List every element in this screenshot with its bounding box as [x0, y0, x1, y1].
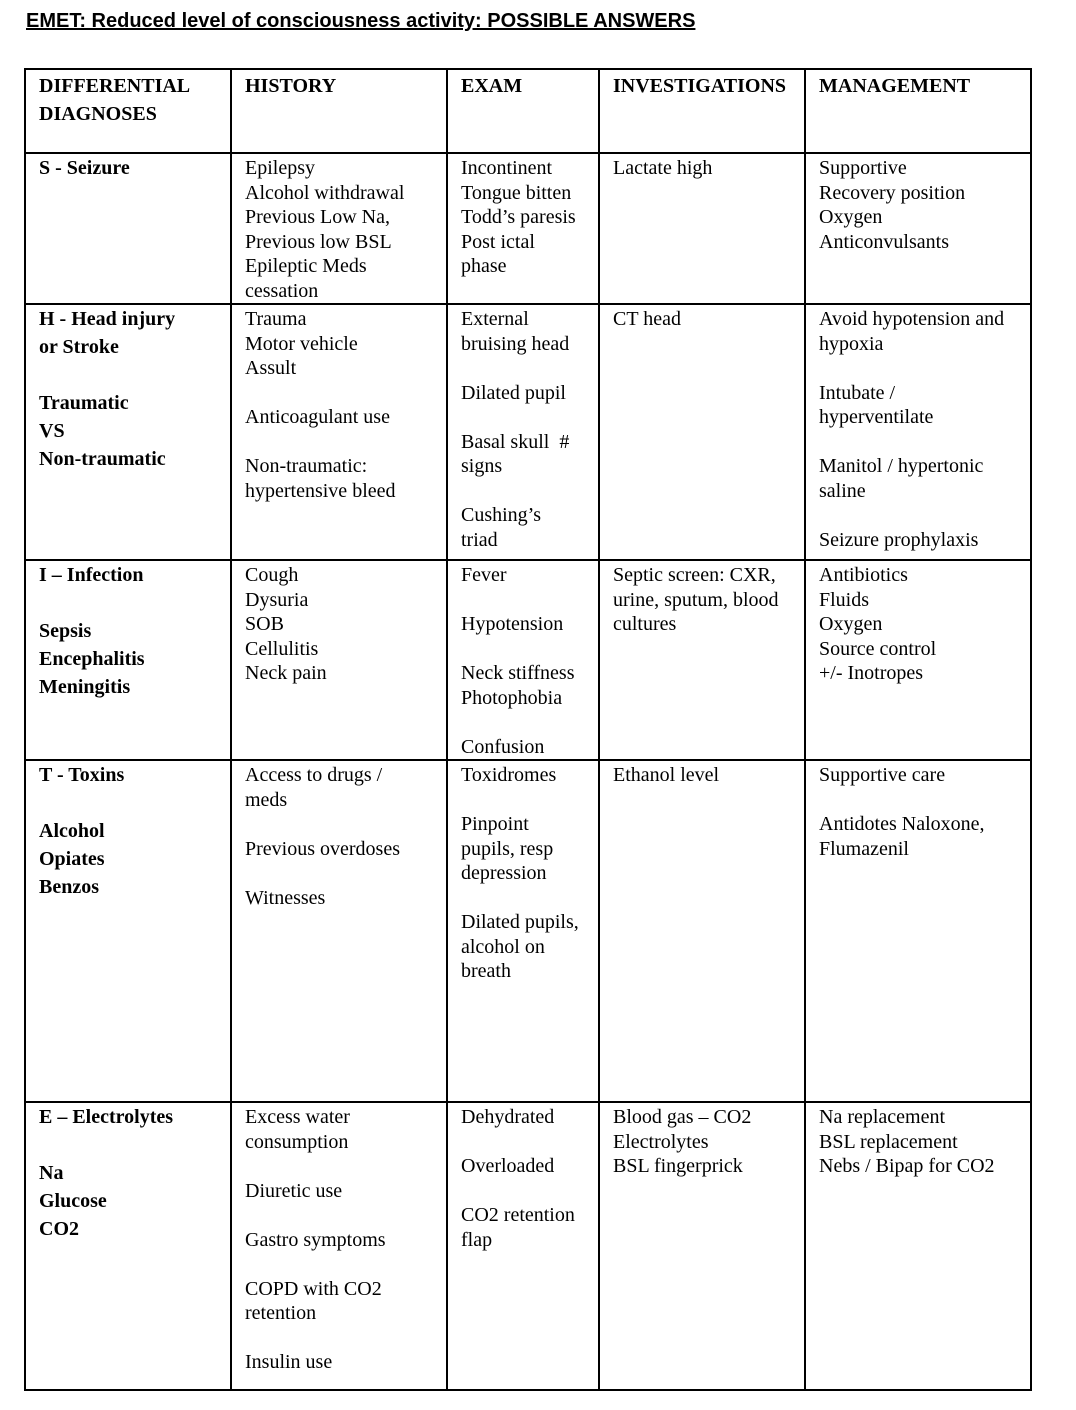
cell-line: DIAGNOSES [39, 103, 157, 125]
cell-exam [447, 153, 599, 304]
cell-line: Post ictal [461, 230, 535, 253]
cell-line: hypertensive bleed [245, 479, 396, 502]
cell-line [39, 791, 222, 819]
cell-line: cultures [613, 613, 677, 635]
cell-line: CT head [613, 308, 681, 330]
cell-line [819, 430, 1022, 455]
cell-line: DIFFERENTIAL [39, 75, 191, 97]
cell-line: Supportive care [819, 764, 946, 786]
cell-history [231, 153, 447, 304]
cell-line: Cough [245, 564, 299, 586]
cell-line: Basal skull # [461, 430, 570, 453]
cell-line: saline [819, 479, 866, 502]
cell-line [245, 1252, 438, 1277]
cell-line: Motor vehicle [245, 332, 358, 355]
cell-line: depression [461, 862, 547, 884]
cell-line: Access to drugs / [245, 764, 383, 786]
cell-line: pupils, resp [461, 837, 554, 860]
cell-line [461, 405, 590, 430]
cell-line: Diuretic use [245, 1179, 343, 1202]
cell-line: External [461, 308, 529, 330]
cell-exam [447, 560, 599, 760]
cell-line: Septic screen: CXR, [613, 564, 776, 586]
cell-ddx [25, 560, 231, 760]
cell-line [819, 503, 1022, 528]
cell-line: Non-traumatic: [245, 455, 368, 477]
cell-line [461, 1179, 590, 1204]
cell-line: hyperventilate [819, 406, 934, 428]
cell-management [805, 1102, 1031, 1390]
cell-line [461, 479, 590, 504]
cell-line: consumption [245, 1130, 349, 1153]
cell-line: flap [461, 1228, 493, 1251]
cell-line: Cushing’s [461, 504, 542, 526]
cell-line: Epilepsy [245, 157, 315, 179]
cell-line: Assult [245, 357, 297, 379]
cell-line: Supportive [819, 157, 907, 179]
cell-ddx [25, 304, 231, 560]
cell-line [245, 1154, 438, 1179]
cell-line: Antidotes Naloxone, [819, 813, 985, 835]
cell-line [245, 430, 438, 455]
cell-line [245, 861, 438, 886]
cell-line: Glucose [39, 1190, 107, 1212]
cell-line: Neck pain [245, 662, 327, 684]
cell-line [39, 1133, 222, 1161]
cell-line: Cellulitis [245, 637, 319, 660]
cell-line: Opiates [39, 848, 105, 870]
cell-line: Avoid hypotension and [819, 308, 1005, 330]
cell-line: VS [39, 420, 65, 442]
cell-line: Nebs / Bipap for CO2 [819, 1155, 995, 1177]
cell-line: INVESTIGATIONS [613, 75, 787, 97]
cell-line: I – Infection [39, 564, 144, 586]
cell-line: Epileptic Meds [245, 255, 367, 277]
header-history [231, 69, 447, 153]
cell-line: Electrolytes [613, 1130, 709, 1153]
cell-investigations [599, 1102, 805, 1390]
cell-line: CO2 [39, 1218, 79, 1240]
cell-line: Previous Low Na, [245, 206, 390, 228]
cell-line: Meningitis [39, 676, 131, 698]
cell-line: cessation [245, 279, 319, 302]
cell-line: Lactate high [613, 157, 713, 179]
cell-line: H - Head injury [39, 308, 176, 330]
cell-line: Insulin use [245, 1351, 333, 1373]
cell-line: Recovery position [819, 181, 966, 204]
table-header-row [25, 69, 1031, 153]
cell-line: BSL fingerprick [613, 1155, 743, 1177]
cell-line: Intubate / [819, 381, 896, 404]
cell-line [461, 788, 590, 813]
cell-management [805, 304, 1031, 560]
header-management [805, 69, 1031, 153]
cell-management [805, 153, 1031, 304]
cell-line: Oxygen [819, 613, 883, 635]
cell-line: SOB [245, 613, 284, 635]
cell-line: Fluids [819, 588, 870, 611]
cell-line: Pinpoint [461, 813, 529, 835]
cell-line: Previous overdoses [245, 837, 400, 860]
cell-line: Dysuria [245, 588, 309, 611]
cell-line: Benzos [39, 876, 99, 898]
cell-exam [447, 304, 599, 560]
cell-investigations [599, 153, 805, 304]
cell-line: Overloaded [461, 1155, 555, 1177]
cell-line: Anticonvulsants [819, 230, 949, 253]
table-row [25, 304, 1031, 560]
cell-line [461, 356, 590, 381]
cell-line: Toxidromes [461, 764, 557, 786]
cell-line [245, 812, 438, 837]
cell-line: Dilated pupil [461, 381, 566, 404]
cell-line: Source control [819, 637, 937, 660]
cell-line: Excess water [245, 1106, 350, 1128]
cell-line: Gastro symptoms [245, 1228, 386, 1251]
cell-line: Manitol / hypertonic [819, 455, 984, 477]
cell-management [805, 560, 1031, 760]
cell-line: Trauma [245, 308, 307, 330]
cell-line: T - Toxins [39, 764, 125, 786]
cell-line: Na [39, 1162, 64, 1184]
cell-exam [447, 760, 599, 1102]
cell-line [461, 886, 590, 911]
cell-line: Dehydrated [461, 1106, 555, 1128]
table-row [25, 560, 1031, 760]
cell-line: Tongue bitten [461, 181, 572, 204]
cell-line: urine, sputum, blood [613, 588, 779, 611]
header-exam [447, 69, 599, 153]
cell-line: Todd’s paresis [461, 206, 576, 228]
cell-ddx [25, 1102, 231, 1390]
cell-line [245, 1326, 438, 1351]
table-row [25, 760, 1031, 1102]
cell-line: Photophobia [461, 686, 563, 709]
cell-line: Incontinent [461, 157, 553, 179]
cell-line: or Stroke [39, 336, 119, 358]
table-row [25, 153, 1031, 304]
cell-ddx [25, 760, 231, 1102]
cell-line [461, 1130, 590, 1155]
cell-line: Oxygen [819, 206, 883, 228]
cell-line [819, 356, 1022, 381]
cell-line: bruising head [461, 332, 570, 355]
cell-line: Blood gas – CO2 [613, 1106, 752, 1128]
cell-line: Antibiotics [819, 564, 908, 586]
cell-line: alcohol on [461, 935, 545, 958]
cell-line: +/- Inotropes [819, 662, 924, 684]
cell-history [231, 560, 447, 760]
cell-line: phase [461, 255, 507, 277]
cell-line: Non-traumatic [39, 448, 166, 470]
table-row [25, 1102, 1031, 1390]
cell-line [39, 363, 222, 391]
cell-line: Alcohol withdrawal [245, 181, 405, 204]
cell-line: Dilated pupils, [461, 911, 579, 933]
header-differential-diagnoses [25, 69, 231, 153]
cell-line: Ethanol level [613, 764, 720, 786]
cell-investigations [599, 760, 805, 1102]
cell-line: meds [245, 788, 288, 811]
cell-history [231, 760, 447, 1102]
cell-history [231, 304, 447, 560]
cell-line: signs [461, 455, 503, 477]
cell-line: S - Seizure [39, 157, 130, 179]
cell-line: MANAGEMENT [819, 75, 971, 97]
cell-ddx [25, 153, 231, 304]
cell-history [231, 1102, 447, 1390]
cell-line: BSL replacement [819, 1130, 958, 1153]
cell-line [245, 381, 438, 406]
cell-line: Seizure prophylaxis [819, 528, 979, 551]
cell-line: E – Electrolytes [39, 1106, 174, 1128]
cell-line: Flumazenil [819, 837, 909, 860]
cell-management [805, 760, 1031, 1102]
cell-line: Anticoagulant use [245, 406, 390, 428]
cell-line: CO2 retention [461, 1204, 575, 1226]
cell-line: hypoxia [819, 332, 884, 355]
cell-line: Na replacement [819, 1106, 946, 1128]
cell-line: HISTORY [245, 75, 337, 97]
cell-line: Confusion [461, 735, 545, 758]
cell-line [39, 591, 222, 619]
cell-line: Neck stiffness [461, 662, 575, 684]
cell-investigations [599, 304, 805, 560]
cell-line: COPD with CO2 [245, 1277, 382, 1300]
cell-investigations [599, 560, 805, 760]
differential-diagnosis-table [24, 68, 1032, 1391]
cell-line: Previous low BSL [245, 230, 392, 253]
cell-line [461, 637, 590, 662]
cell-line: breath [461, 960, 511, 982]
cell-line [819, 788, 1022, 813]
cell-line [245, 1203, 438, 1228]
cell-line [461, 710, 590, 735]
cell-line: Fever [461, 564, 507, 586]
cell-line: Encephalitis [39, 648, 145, 670]
cell-line: Sepsis [39, 620, 92, 642]
cell-line [461, 588, 590, 613]
cell-line: Witnesses [245, 886, 326, 909]
header-investigations [599, 69, 805, 153]
document-title: EMET: Reduced level of consciousness activity: POSSIBLE ANSWERS [26, 10, 696, 32]
cell-line: triad [461, 528, 498, 551]
cell-line: Traumatic [39, 392, 129, 414]
cell-exam [447, 1102, 599, 1390]
cell-line: retention [245, 1302, 317, 1324]
cell-line: Hypotension [461, 613, 564, 635]
cell-line: Alcohol [39, 820, 105, 842]
cell-line: EXAM [461, 75, 523, 97]
